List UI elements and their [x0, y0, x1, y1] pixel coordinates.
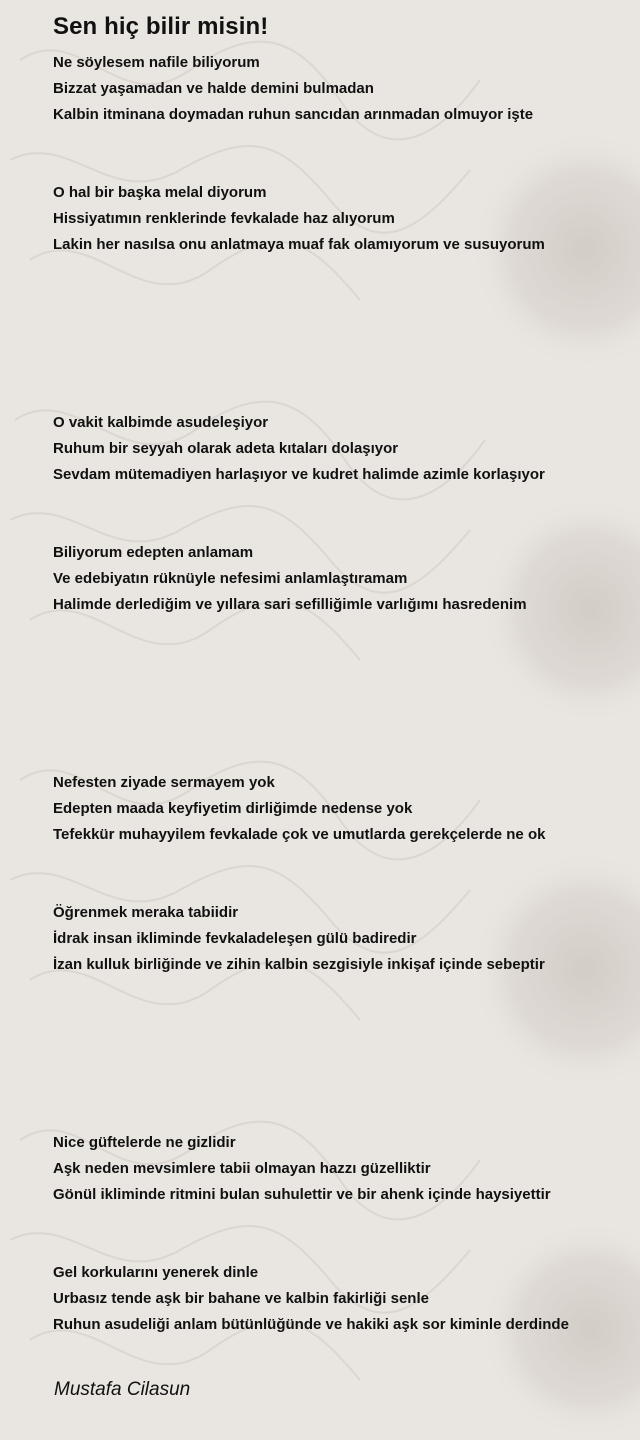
stanza-7: [53, 1130, 640, 1208]
poem-line: Bizzat yaşamadan ve halde demini bulmadan: [53, 80, 374, 97]
poem-line: Kalbin itminana doymadan ruhun sancıdan arınmadan olmuyor işte: [53, 106, 534, 123]
poem-line: Sevdam mütemadiyen harlaşıyor ve kudret halimde azimle korlaşıyor: [53, 466, 545, 483]
stanza-4: [53, 540, 640, 618]
poem-line: İdrak insan ikliminde fevkaladeleşen gülü badiredir: [53, 930, 417, 947]
stanza-2: [53, 180, 640, 258]
stanza-3: [53, 410, 640, 488]
poem-line: Gel korkularını yenerek dinle: [53, 1264, 259, 1281]
poem-line: Lakin her nasılsa onu anlatmaya muaf fak olamıyorum ve susuyorum: [53, 236, 545, 253]
poem-line: Urbasız tende aşk bir bahane ve kalbin fakirliği senle: [53, 1290, 429, 1307]
stanza-1: [53, 50, 640, 128]
poem-line: Biliyorum edepten anlamam: [53, 544, 254, 561]
poem-line: Nefesten ziyade sermayem yok: [53, 774, 275, 791]
stanza-6: [53, 900, 640, 978]
poem-line: O vakit kalbimde asudeleşiyor: [53, 414, 269, 431]
poem-line: Halimde derlediğim ve yıllara sari sefilliğimle varlığımı hasredenim: [53, 596, 527, 613]
poem-line: Tefekkür muhayyilem fevkalade çok ve umutlarda gerekçelerde ne ok: [53, 826, 546, 843]
poem-line: Ne söylesem nafile biliyorum: [53, 54, 260, 71]
stanza-8: [53, 1260, 640, 1338]
poem-line: Ve edebiyatın rüknüyle nefesimi anlamlaştıramam: [53, 570, 408, 587]
poem-author: Mustafa Cilasun: [54, 1379, 191, 1400]
poem-line: Ruhun asudeliği anlam bütünlüğünde ve hakiki aşk sor kiminle derdinde: [53, 1316, 569, 1333]
poem-line: Ruhum bir seyyah olarak adeta kıtaları dolaşıyor: [53, 440, 399, 457]
poem-line: Aşk neden mevsimlere tabii olmayan hazzı güzelliktir: [53, 1160, 431, 1177]
poem-line: Hissiyatımın renklerinde fevkalade haz alıyorum: [53, 210, 395, 227]
poem-line: Öğrenmek meraka tabiidir: [53, 904, 239, 921]
stanza-5: [53, 770, 640, 848]
poem-title: Sen hiç bilir misin!: [53, 13, 269, 40]
poem-line: Gönül ikliminde ritmini bulan suhulettir ve bir ahenk içinde haysiyettir: [53, 1186, 551, 1203]
poem-line: İzan kulluk birliğinde ve zihin kalbin sezgisiyle inkişaf içinde sebeptir: [53, 956, 545, 973]
poem-line: Edepten maada keyfiyetim dirliğimde nedense yok: [53, 800, 413, 817]
poem-line: Nice güftelerde ne gizlidir: [53, 1134, 236, 1151]
poem-line: O hal bir başka melal diyorum: [53, 184, 267, 201]
